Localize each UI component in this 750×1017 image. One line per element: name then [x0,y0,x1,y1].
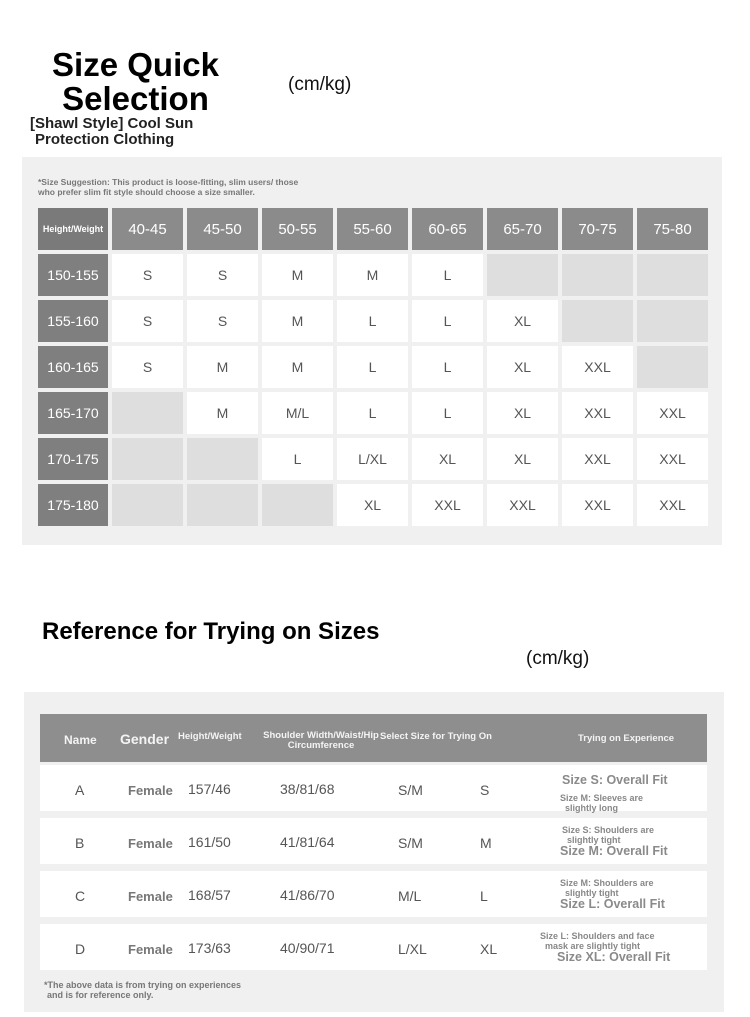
weight-column-header: 75-80 [637,208,708,250]
size-cell: M [262,346,333,388]
size-cell: XXL [562,438,633,480]
subtitle-line-1: [Shawl Style] Cool Sun [30,115,194,132]
height-row-header: 175-180 [38,484,108,526]
size-suggestion-note [38,177,378,197]
size-cell: M [337,254,408,296]
size-cell: L [337,392,408,434]
empty-size-cell [187,484,258,526]
height-weight-corner: Height/Weight [38,208,108,250]
experience-detail-line-1: Size S: Shoulders are [562,825,655,835]
size-chart-table [38,208,708,526]
experience-overall: Size M: Overall Fit [560,844,668,858]
row-gender: Female [128,836,173,851]
row-tried-size: S [480,782,490,798]
row-height-weight: 157/46 [188,781,231,797]
size-cell: XXL [562,346,633,388]
weight-column-header: 45-50 [187,208,258,250]
row-name: A [75,782,85,798]
empty-size-cell [187,438,258,480]
header-measurements-line1: Shoulder Width/Waist/Hip [263,730,379,741]
experience-detail [540,931,655,951]
header-gender: Gender [120,731,170,747]
row-height-weight: 173/63 [188,940,231,956]
reference-row [40,765,707,811]
experience-detail-line-2: mask are slightly tight [545,941,641,951]
empty-size-cell [637,254,708,296]
weight-column-header: 40-45 [112,208,183,250]
experience-detail [560,878,654,898]
size-cell: XXL [487,484,558,526]
size-cell: M [187,346,258,388]
size-cell: S [112,300,183,342]
row-select-size: S/M [398,835,423,851]
height-row-header: 160-165 [38,346,108,388]
unit-label-2: (cm/kg) [526,648,590,669]
row-tried-size: M [480,835,492,851]
experience-detail-line-2: slightly tight [565,888,619,898]
experience-detail [562,825,654,845]
row-select-size: L/XL [398,941,427,957]
size-cell: L [337,300,408,342]
row-tried-size: XL [480,941,498,957]
size-cell: L [337,346,408,388]
footnote-line-1: *The above data is from trying on experiences [44,980,242,990]
row-tried-size: L [480,888,488,904]
size-quick-selection-title: Size Quick Selection [52,46,219,117]
header-measurements [256,731,386,751]
size-cell: XL [487,392,558,434]
row-measurements: 40/90/71 [280,940,335,956]
size-cell: XXL [637,484,708,526]
footnote [44,980,304,1000]
size-cell: L/XL [337,438,408,480]
row-name: D [75,941,86,957]
size-cell: L [412,392,483,434]
reference-title: Reference for Trying on Sizes [42,618,380,645]
experience-overall: Size S: Overall Fit [562,773,668,787]
header-experience: Trying on Experience [578,733,675,744]
product-subtitle [30,116,193,148]
size-cell: L [412,300,483,342]
size-cell: S [187,254,258,296]
row-height-weight: 168/57 [188,887,231,903]
size-cell: L [412,254,483,296]
size-cell: XXL [637,438,708,480]
row-height-weight: 161/50 [188,834,231,850]
empty-size-cell [112,438,183,480]
experience-detail [560,793,643,813]
row-name: B [75,835,85,851]
row-select-size: M/L [398,888,422,904]
size-cell: XXL [637,392,708,434]
size-cell: XXL [562,484,633,526]
size-cell: XL [487,346,558,388]
reference-row [40,924,707,970]
footnote-line-2: and is for reference only. [47,990,154,1000]
subtitle-line-2: Protection Clothing [35,131,175,148]
experience-detail-line-1: Size M: Shoulders are [560,878,654,888]
size-cell: S [187,300,258,342]
row-measurements: 41/86/70 [280,887,335,903]
size-cell: M [187,392,258,434]
header-measurements-line2: Circumference [287,740,355,751]
row-name: C [75,888,86,904]
row-gender: Female [128,942,173,957]
size-cell: XL [337,484,408,526]
header-height-weight: Height/Weight [178,731,242,742]
row-select-size: S/M [398,782,423,798]
row-gender: Female [128,783,173,798]
empty-size-cell [562,300,633,342]
size-cell: XL [487,300,558,342]
empty-size-cell [487,254,558,296]
experience-detail-line-2: slightly long [565,803,618,813]
size-cell: M [262,254,333,296]
experience-overall: Size L: Overall Fit [560,897,665,911]
weight-column-header: 60-65 [412,208,483,250]
empty-size-cell [637,300,708,342]
height-row-header: 170-175 [38,438,108,480]
weight-column-header: 70-75 [562,208,633,250]
height-row-header: 155-160 [38,300,108,342]
unit-label: (cm/kg) [288,74,352,95]
size-cell: M [262,300,333,342]
size-cell: XL [412,438,483,480]
height-row-header: 165-170 [38,392,108,434]
weight-column-header: 65-70 [487,208,558,250]
experience-detail-line-1: Size M: Sleeves are [560,793,644,803]
reference-table-header [40,714,707,762]
size-cell: XXL [412,484,483,526]
size-cell: S [112,254,183,296]
empty-size-cell [112,484,183,526]
reference-row [40,818,707,864]
empty-size-cell [562,254,633,296]
height-row-header: 150-155 [38,254,108,296]
size-cell: M/L [262,392,333,434]
header-name: Name [64,733,97,747]
row-measurements: 38/81/68 [280,781,335,797]
suggestion-line-1: *Size Suggestion: This product is loose-fitting, slim users/ those [38,177,299,187]
header-select-size: Select Size for Trying On [380,731,492,742]
row-measurements: 41/81/64 [280,834,335,850]
experience-overall: Size XL: Overall Fit [557,950,671,964]
suggestion-line-2: who prefer slim fit style should choose a size smaller. [38,187,255,197]
experience-detail-line-2: slightly tight [567,835,621,845]
weight-column-header: 50-55 [262,208,333,250]
reference-row [40,871,707,917]
experience-detail-line-1: Size L: Shoulders and face [540,931,655,941]
size-cell: L [262,438,333,480]
empty-size-cell [637,346,708,388]
empty-size-cell [112,392,183,434]
size-cell: S [112,346,183,388]
size-cell: XL [487,438,558,480]
size-cell: L [412,346,483,388]
size-cell: XXL [562,392,633,434]
row-gender: Female [128,889,173,904]
empty-size-cell [262,484,333,526]
weight-column-header: 55-60 [337,208,408,250]
